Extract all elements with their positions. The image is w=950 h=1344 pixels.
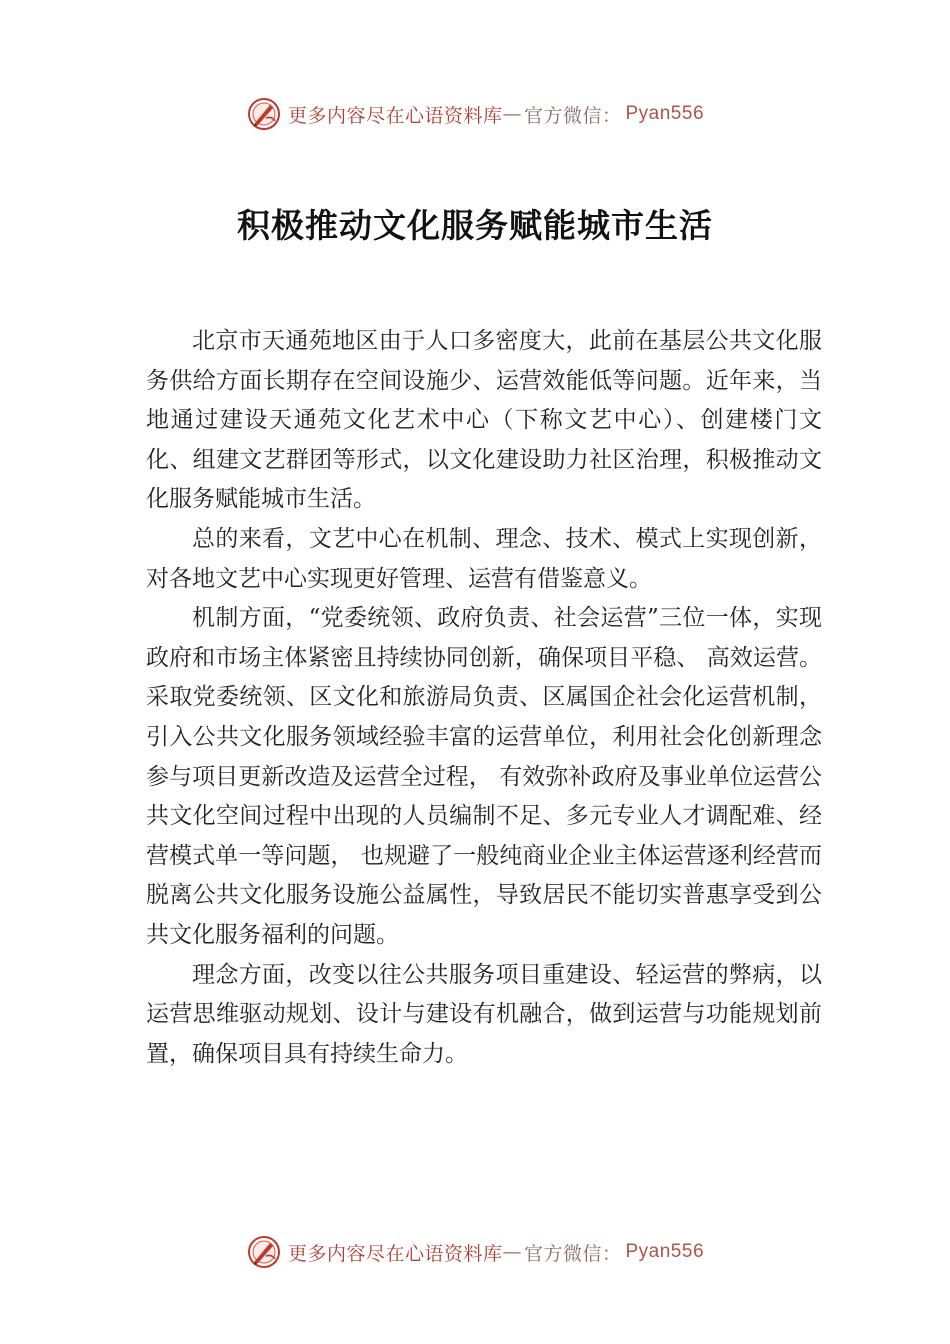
footer-separator: —: [502, 1241, 522, 1263]
pen-seal-logo-icon: [246, 96, 282, 132]
pen-seal-logo-icon: [246, 1234, 282, 1270]
document-title: 积极推动文化服务赋能城市生活: [237, 206, 713, 245]
header-brand-text: 更多内容尽在心语资料库: [287, 104, 503, 127]
footer-wechat-id: Pyan556: [625, 1241, 705, 1262]
header-separator: —: [502, 103, 522, 125]
paragraph: 总的来看，文艺中心在机制、理念、技术、模式上实现创新，对各地文艺中心实现更好管理、运营有借鉴意义。: [146, 525, 822, 592]
document-body: [146, 322, 822, 1074]
header-banner: [0, 96, 950, 132]
paragraph: 机制方面，“党委统领、政府负责、社会运营”三位一体，实现政府和市场主体紧密且持续协同创新，确保项目平稳、 高效运营。采取党委统领、区文化和旅游局负责、区属国企社会化运营机制，引入公共文化服务领域经验丰富的运营单位，利用社会化创新理念参与项目更新改造及运营全过程， 有效弥补政府及事业单位运营公共文化空间过程中出现的人员编制不足、多元专业人才调配难、经营模式单一等问题， 也规避了一般纯商业企业主体运营逐利经营而脱离公共文化服务设施公益属性，导致居民不能切实普惠享受到公共文化服务福利的问题。: [146, 605, 822, 948]
header-wechat-label: 官方微信：: [523, 104, 622, 127]
paragraph: 北京市天通苑地区由于人口多密度大，此前在基层公共文化服务供给方面长期存在空间设施少、运营效能低等问题。近年来，当地通过建设天通苑文化艺术中心（下称文艺中心）、创建楼门文化、组建文艺群团等形式，以文化建设助力社区治理，积极推动文化服务赋能城市生活。: [146, 328, 822, 513]
footer-banner: [0, 1234, 950, 1270]
header-wechat-id: Pyan556: [625, 103, 705, 124]
footer-wechat-label: 官方微信：: [523, 1242, 622, 1265]
paragraph: 理念方面，改变以往公共服务项目重建设、轻运营的弊病，以运营思维驱动规划、设计与建设有机融合，做到运营与功能规划前置，确保项目具有持续生命力。: [146, 961, 822, 1067]
footer-brand-text: 更多内容尽在心语资料库: [287, 1242, 503, 1265]
